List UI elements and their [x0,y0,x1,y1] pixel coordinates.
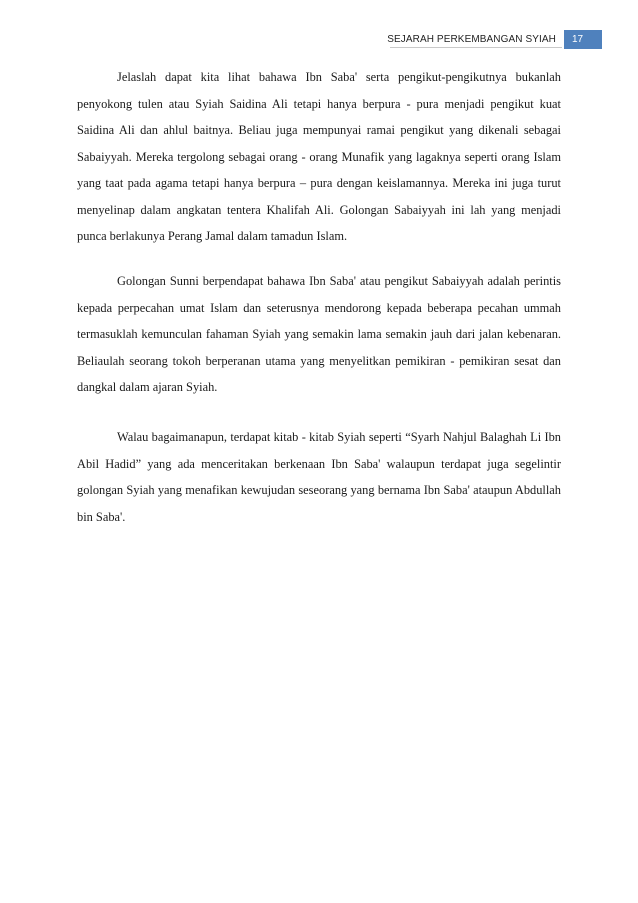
header-divider [390,47,562,48]
paragraph: Jelaslah dapat kita lihat bahawa Ibn Saba' serta pengikut-pengikutnya bukanlah penyokong tulen atau Syiah Saidina Ali tetapi hanya berpura - pura menjadi pengikut kuat Saidina Ali dan ahlul baitnya. Beliau juga mempunyai ramai pengikut yang dikenali sebagai Sabaiyyah. Mereka tergolong sebagai orang - orang Munafik yang lagaknya seperti orang Islam yang taat pada agama tetapi hanya berpura – pura dengan keislamannya. Mereka ini juga turut menyelinap dalam angkatan tentera Khalifah Ali. Golongan Sabaiyyah ini lah yang menjadi punca berlakunya Perang Jamal dalam tamadun Islam. [77,70,561,243]
paragraph-2-block [77,268,561,401]
page-number: 17 [564,30,602,49]
paragraph: Golongan Sunni berpendapat bahawa Ibn Saba' atau pengikut Sabaiyyah adalah perintis kepada perpecahan umat Islam dan seterusnya mendorong kepada beberapa pecahan ummah termasuklah kemunculan fahaman Syiah yang semakin lama semakin jauh dari jalan kebenaran. Beliaulah seorang tokoh berperanan utama yang menyelitkan pemikiran - pemikiran sesat dan dangkal dalam ajaran Syiah. [77,274,561,394]
paragraph-1-block [77,64,561,250]
paragraph: Walau bagaimanapun, terdapat kitab - kitab Syiah seperti “Syarh Nahjul Balaghah Li Ibn Abil Hadid” yang ada menceritakan berkenaan Ibn Saba' walaupun terdapat juga segelintir golongan Syiah yang menafikan kewujudan seseorang yang bernama Ibn Saba' ataupun Abdullah bin Saba'. [77,430,561,524]
header-title: SEJARAH PERKEMBANGAN SYIAH [387,34,556,45]
paragraph-3-block [77,424,561,530]
